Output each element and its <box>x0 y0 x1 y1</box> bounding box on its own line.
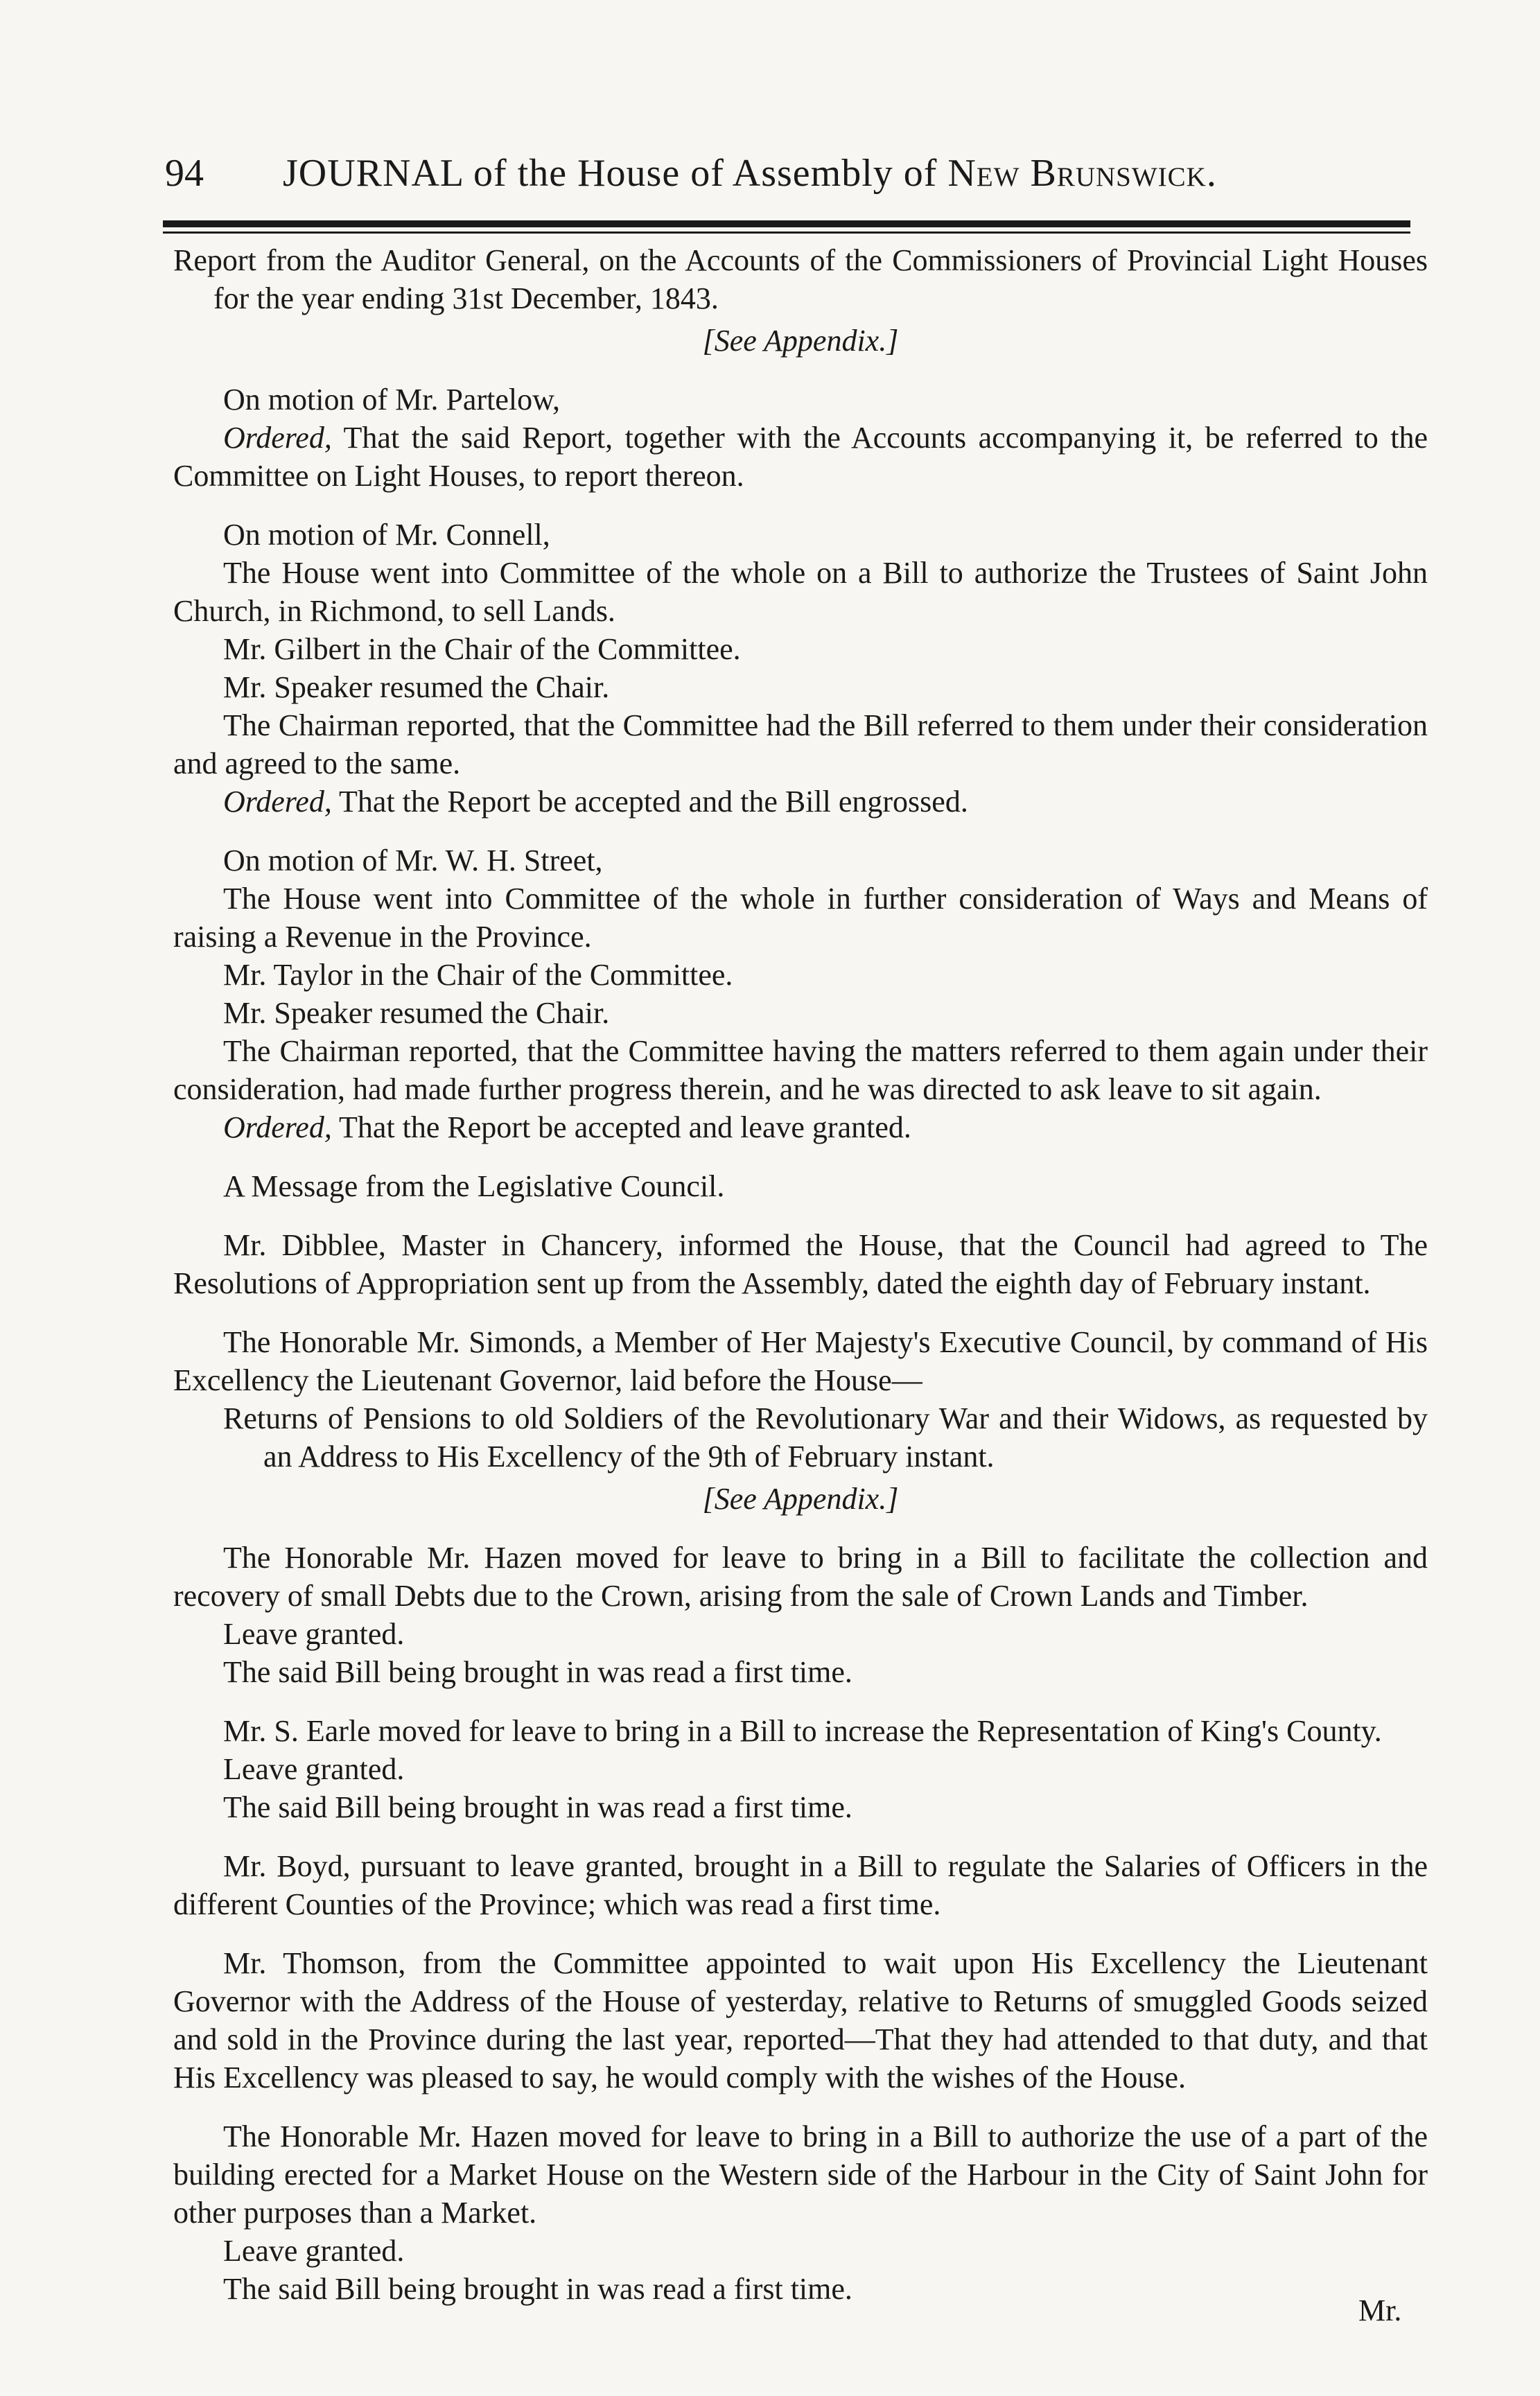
paragraph: The Honorable Mr. Hazen moved for leave to bring in a Bill to authorize the use of a part of the building erected for a Market House on the Western side of the Harbour in the City of Saint John for other purposes than a Market. <box>173 2119 1428 2230</box>
paragraph: Mr. Dibblee, Master in Chancery, informed the House, that the Council had agreed to The Resolutions of Appropriation sent up from the Assembly, dated the eighth day of February instant. <box>173 1228 1428 1300</box>
page-header <box>165 151 1406 207</box>
running-title-place: New Brunswick. <box>947 152 1217 195</box>
paragraph: Leave granted. <box>223 1752 405 1786</box>
journal-body <box>173 241 1428 2308</box>
appendix-reference: [See Appendix.] <box>702 1482 899 1516</box>
running-title-main: JOURNAL of the House of Assembly of <box>283 152 948 195</box>
paragraph: Leave granted. <box>223 2234 405 2268</box>
paragraph: Report from the Auditor General, on the Accounts of the Commissioners of Provincial Light Houses for the year ending 31st December, 1843. <box>173 243 1428 315</box>
ordered-paragraph: Ordered, That the said Report, together with the Accounts accompanying it, be referred to the Committee on Light Houses, to report thereon. <box>173 421 1428 493</box>
paragraph: The Chairman reported, that the Committee had the Bill referred to them under their consideration and agreed to the same. <box>173 708 1428 780</box>
paragraph: The House went into Committee of the whole in further consideration of Ways and Means of raising a Revenue in the Province. <box>173 882 1428 954</box>
paragraph: The said Bill being brought in was read a first time. <box>223 1790 852 1824</box>
paragraph: Leave granted. <box>223 1617 405 1651</box>
header-rule-thin <box>163 231 1410 234</box>
paragraph: Mr. Gilbert in the Chair of the Committee. <box>223 632 741 666</box>
paragraph: Mr. Taylor in the Chair of the Committee. <box>223 958 733 992</box>
paragraph: The Honorable Mr. Hazen moved for leave to bring in a Bill to facilitate the collection and recovery of small Debts due to the Crown, arising from the sale of Crown Lands and Timber. <box>173 1541 1428 1613</box>
paragraph: The said Bill being brought in was read a first time. <box>223 2272 852 2306</box>
ordered-paragraph: Ordered, That the Report be accepted and the Bill engrossed. <box>223 785 968 819</box>
paragraph: Returns of Pensions to old Soldiers of the Revolutionary War and their Widows, as requested by an Address to His Excellency of the 9th of February instant. <box>223 1401 1428 1474</box>
paragraph: Mr. Boyd, pursuant to leave granted, brought in a Bill to regulate the Salaries of Officers in the different Counties of the Province; which was read a first time. <box>173 1849 1428 1921</box>
paragraph: Mr. Speaker resumed the Chair. <box>223 996 610 1030</box>
paragraph: On motion of Mr. Partelow, <box>223 383 560 417</box>
paragraph: A Message from the Legislative Council. <box>223 1169 725 1203</box>
running-title <box>283 151 1217 195</box>
header-rule-thick <box>163 220 1410 227</box>
paragraph: On motion of Mr. W. H. Street, <box>223 843 603 877</box>
catchword: Mr. <box>1358 2293 1402 2327</box>
paragraph: The House went into Committee of the whole on a Bill to authorize the Trustees of Saint John Church, in Richmond, to sell Lands. <box>173 556 1428 628</box>
paragraph: On motion of Mr. Connell, <box>223 518 550 552</box>
paragraph: The Chairman reported, that the Committee having the matters referred to them again under their consideration, had made further progress therein, and he was directed to ask leave to sit again. <box>173 1034 1428 1106</box>
paragraph: The said Bill being brought in was read a first time. <box>223 1655 852 1689</box>
paragraph: The Honorable Mr. Simonds, a Member of Her Majesty's Executive Council, by command of His Excellency the Lieutenant Governor, laid before the House— <box>173 1325 1428 1397</box>
appendix-reference: [See Appendix.] <box>702 324 899 358</box>
paragraph: Mr. Speaker resumed the Chair. <box>223 670 610 704</box>
paragraph: Mr. Thomson, from the Committee appointed to wait upon His Excellency the Lieutenant Governor with the Address of the House of yesterday, relative to Returns of smuggled Goods seized and sold in the Province during the last year, reported—That they had attended to that duty, and that His Excellency was pleased to say, he would comply with the wishes of the House. <box>173 1946 1428 2095</box>
page-number: 94 <box>165 152 204 195</box>
paragraph: Mr. S. Earle moved for leave to bring in a Bill to increase the Representation of King's County. <box>223 1714 1382 1748</box>
ordered-paragraph: Ordered, That the Report be accepted and leave granted. <box>223 1110 911 1144</box>
